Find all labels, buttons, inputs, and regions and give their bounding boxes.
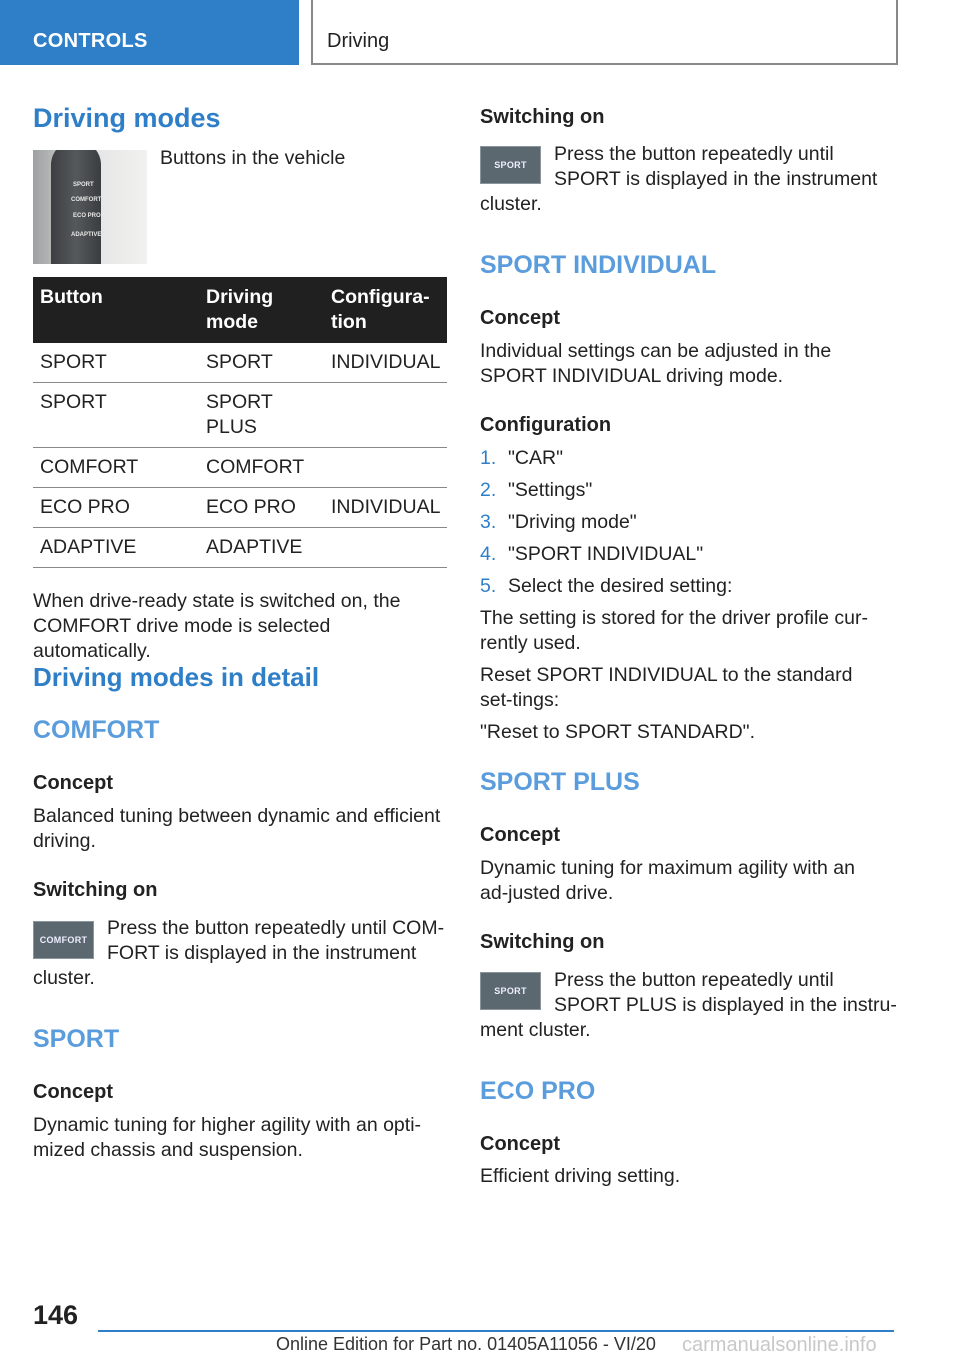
sport-heading: SPORT [33, 1025, 120, 1053]
detail-title: Driving modes in detail [33, 662, 320, 692]
footer-divider [98, 1330, 894, 1332]
step-number: 4. [480, 543, 497, 565]
photo-label: ECO PRO [73, 213, 101, 219]
sport-plus-concept-heading: Concept [480, 824, 560, 846]
list-item [480, 510, 637, 535]
step-number: 3. [480, 511, 497, 533]
sport-concept-heading: Concept [33, 1081, 113, 1103]
intro-paragraph: When drive-ready state is switched on, the COMFORT drive mode is selected automatically. [33, 590, 401, 662]
table-row [33, 528, 447, 568]
sport-plus-switch-text: Press the button repeatedly until [554, 969, 834, 991]
stored-text: The setting is stored for the driver profile cur-rently used. [480, 607, 868, 654]
table-cell [324, 448, 447, 488]
table-cell: INDIVIDUAL [324, 488, 447, 528]
list-item [480, 574, 732, 599]
table-cell: SPORT [33, 343, 199, 383]
sport-switch-text: cluster. [480, 193, 542, 215]
watermark-text: carmanualsonline.info [682, 1334, 877, 1356]
sport-switch-text: Press the button repeatedly until [554, 143, 834, 165]
chapter-label: Driving [327, 30, 390, 52]
comfort-button-icon [33, 921, 94, 959]
reset-text: Reset SPORT INDIVIDUAL to the standard set-tings: [480, 664, 853, 711]
reset-command: "Reset to SPORT STANDARD". [480, 721, 755, 743]
table-cell: ADAPTIVE [33, 528, 199, 568]
sport-switch-heading: Switching on [480, 106, 605, 128]
list-item [480, 446, 563, 471]
list-item [480, 478, 592, 503]
sport-plus-button-icon [480, 972, 541, 1010]
table-row [33, 448, 447, 488]
comfort-switch-text: FORT is displayed in the instrument [107, 942, 417, 964]
configuration-heading: Configuration [480, 414, 612, 436]
table-cell: ECO PRO [199, 488, 324, 528]
button-icon-label: COMFORT [39, 935, 88, 945]
photo-label: COMFORT [71, 197, 102, 203]
vehicle-buttons-photo [33, 150, 147, 264]
sport-concept-text: Dynamic tuning for higher agility with an opti-mized chassis and suspension. [33, 1114, 422, 1161]
table-row [33, 488, 447, 528]
step-number: 5. [480, 575, 497, 597]
table-cell: SPORT PLUS [199, 383, 324, 448]
step-text: "SPORT INDIVIDUAL" [508, 543, 704, 565]
table-cell: INDIVIDUAL [324, 343, 447, 383]
eco-pro-concept-text: Efficient driving setting. [480, 1165, 681, 1187]
photo-label: SPORT [73, 182, 94, 188]
edition-text: Online Edition for Part no. 01405A11056 - VI/20 [276, 1334, 656, 1354]
step-number: 1. [480, 447, 497, 469]
table-header: Driving mode [199, 277, 324, 343]
table-cell: SPORT [199, 343, 324, 383]
table-header: Configura-tion [324, 277, 447, 343]
table-row [33, 383, 447, 448]
sport-individual-concept-text: Individual settings can be adjusted in the SPORT INDIVIDUAL driving mode. [480, 340, 832, 387]
table-cell [324, 383, 447, 448]
step-text: "CAR" [508, 447, 564, 469]
comfort-switch-text: cluster. [33, 967, 95, 989]
section-tab [0, 0, 299, 65]
eco-pro-heading: ECO PRO [480, 1077, 596, 1105]
table-cell: COMFORT [33, 448, 199, 488]
sport-plus-switch-heading: Switching on [480, 931, 605, 953]
sport-plus-heading: SPORT PLUS [480, 768, 640, 796]
page-title: Driving modes [33, 103, 221, 133]
comfort-heading: COMFORT [33, 716, 160, 744]
page-number: 146 [33, 1300, 79, 1330]
table-cell [324, 528, 447, 568]
sport-switch-text: SPORT is displayed in the instrument [554, 168, 878, 190]
sport-plus-switch-text: SPORT PLUS is displayed in the instru- [554, 994, 897, 1016]
comfort-switch-heading: Switching on [33, 879, 158, 901]
comfort-switch-text: Press the button repeatedly until COM- [107, 917, 445, 939]
table-row [33, 343, 447, 383]
table-cell: ECO PRO [33, 488, 199, 528]
sport-button-icon [480, 146, 541, 184]
step-number: 2. [480, 479, 497, 501]
table-cell: ADAPTIVE [199, 528, 324, 568]
chapter-tab [311, 0, 898, 65]
step-text: Select the desired setting: [508, 575, 733, 597]
step-text: "Driving mode" [508, 511, 637, 533]
step-text: "Settings" [508, 479, 593, 501]
photo-label: ADAPTIVE [71, 232, 102, 238]
button-icon-label: SPORT [494, 160, 527, 170]
sport-plus-concept-text: Dynamic tuning for maximum agility with an ad-justed drive. [480, 857, 855, 904]
driving-modes-table [33, 277, 447, 568]
sport-plus-switch-text: ment cluster. [480, 1019, 591, 1041]
sport-individual-heading: SPORT INDIVIDUAL [480, 251, 717, 279]
comfort-concept-heading: Concept [33, 772, 113, 794]
button-icon-label: SPORT [494, 986, 527, 996]
list-item [480, 542, 703, 567]
eco-pro-concept-heading: Concept [480, 1133, 560, 1155]
sport-individual-concept-heading: Concept [480, 307, 560, 329]
table-cell: SPORT [33, 383, 199, 448]
section-label: CONTROLS [33, 30, 148, 52]
table-header: Button [33, 277, 199, 343]
table-cell: COMFORT [199, 448, 324, 488]
buttons-caption: Buttons in the vehicle [160, 147, 346, 169]
comfort-concept-text: Balanced tuning between dynamic and efficient driving. [33, 805, 441, 852]
